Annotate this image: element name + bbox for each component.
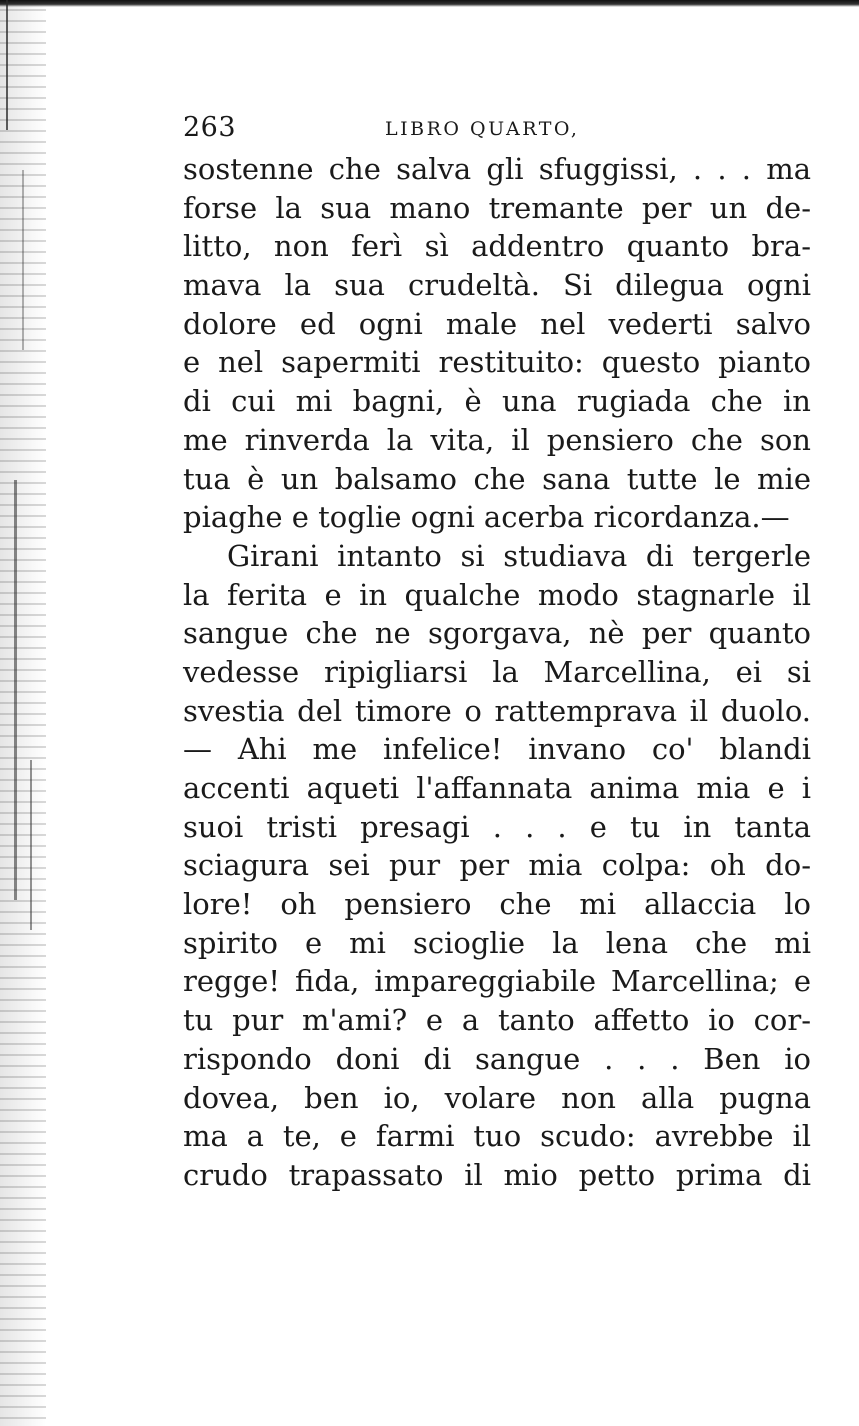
text-line: — Ahi me infelice! invano co' blandi [183, 732, 811, 767]
text-line: sostenne che salva gli sfuggissi, . . . ma [183, 152, 811, 186]
gutter-mark [22, 170, 24, 350]
text-line: forse la sua mano tremante per un de- [183, 190, 811, 225]
text-line: sangue che ne sgorgava, nè per quanto [183, 616, 811, 651]
text-line: di cui mi bagni, è una rugiada che in [183, 384, 811, 419]
body-text [183, 150, 811, 1195]
text-line: crudo trapassato il mio petto prima di [183, 1157, 811, 1192]
text-line: litto, non ferì sì addentro quanto bra- [183, 229, 811, 264]
page-header [183, 112, 813, 148]
page-number: 263 [183, 112, 237, 143]
gutter-mark [6, 0, 8, 130]
text-line: mava la sua crudeltà. Si dilegua ogni [183, 268, 811, 303]
text-line: sciagura sei pur per mia colpa: oh do- [183, 848, 811, 883]
gutter-mark [30, 760, 32, 930]
text-line: rispondo doni di sangue . . . Ben io [183, 1041, 811, 1076]
text-line: piaghe e toglie ogni acerba ricordanza.— [183, 500, 790, 535]
text-line: tu pur m'ami? e a tanto affetto io cor- [183, 1003, 811, 1038]
text-line: e nel sapermiti restituito: questo pianto [183, 345, 811, 380]
text-line: svestia del timore o rattemprava il duolo. [183, 693, 811, 728]
page-top-edge [0, 0, 859, 7]
text-line: la ferita e in qualche modo stagnarle il [183, 577, 811, 612]
text-line: suoi tristi presagi . . . e tu in tanta [183, 809, 811, 844]
text-line: regge! fida, impareggiabile Marcellina; e [183, 964, 811, 999]
running-head: LIBRO QUARTO, [385, 118, 580, 140]
text-line: me rinverda la vita, il pensiero che son [183, 422, 811, 457]
text-line: ma a te, e farmi tuo scudo: avrebbe il [183, 1119, 811, 1154]
text-line: accenti aqueti l'affannata anima mia e i [183, 771, 811, 805]
text-line: dolore ed ogni male nel vederti salvo [183, 306, 811, 341]
text-line: lore! oh pensiero che mi allaccia lo [183, 887, 811, 922]
binding-gutter [0, 0, 46, 1426]
text-line: spirito e mi scioglie la lena che mi [183, 925, 811, 960]
text-line: dovea, ben io, volare non alla pugna [183, 1080, 811, 1115]
text-line: tua è un balsamo che sana tutte le mie [183, 461, 811, 496]
gutter-mark [14, 480, 17, 900]
text-line: vedesse ripigliarsi la Marcellina, ei si [183, 654, 811, 689]
text-line: Girani intanto si studiava di tergerle [227, 538, 811, 573]
